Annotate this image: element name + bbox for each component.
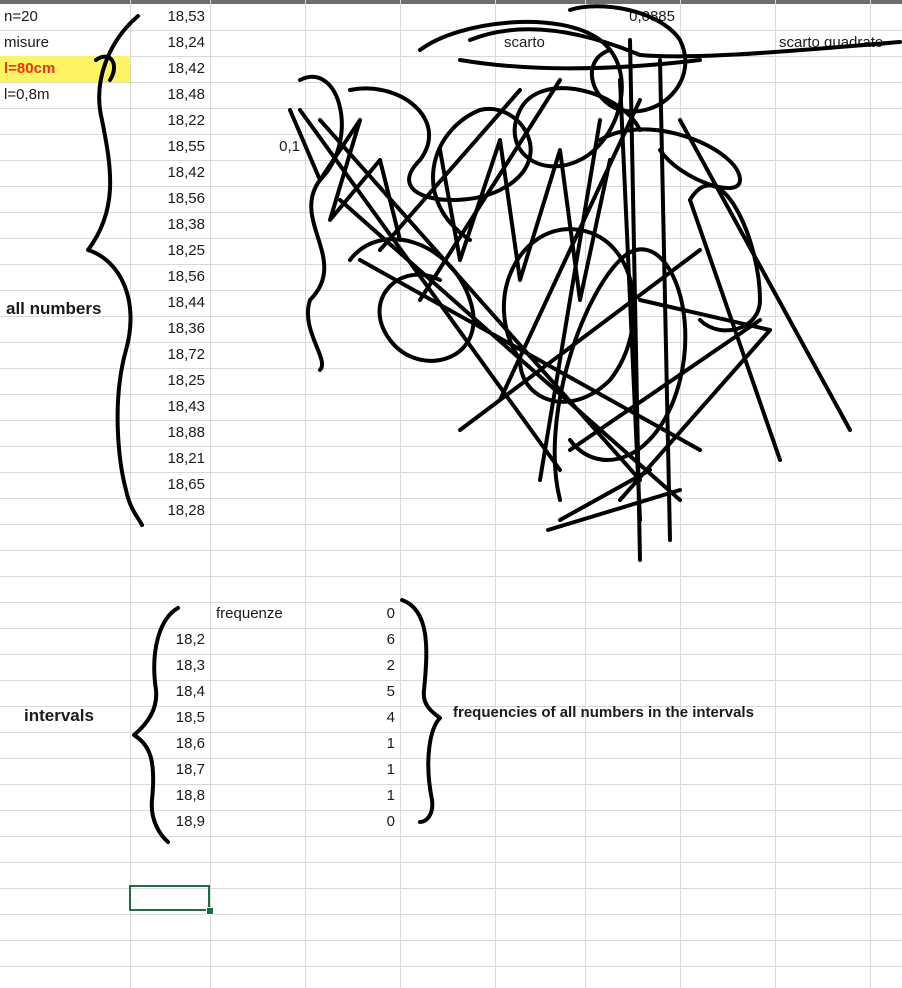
interval-cell[interactable]: 18,5 [175,709,205,726]
cell-n[interactable]: n=20 [4,8,38,25]
interval-cell[interactable]: 18,4 [175,683,205,700]
measurement-cell[interactable]: 18,42 [167,60,205,77]
scribble-stroke [690,185,760,330]
interval-cell[interactable]: 18,9 [175,813,205,830]
scribble-stroke [570,6,685,111]
frequency-cell[interactable]: 6 [386,631,395,648]
frequency-cell[interactable]: 1 [386,735,395,752]
cell-f1[interactable]: 0,0885 [629,8,675,25]
scribble-stroke [570,120,850,500]
frequency-cell[interactable]: 1 [386,787,395,804]
measurement-cell[interactable]: 18,28 [167,502,205,519]
interval-cell[interactable]: 18,7 [175,761,205,778]
measurement-cell[interactable]: 18,72 [167,346,205,363]
frequency-cell[interactable]: 1 [386,761,395,778]
measurement-cell[interactable]: 18,65 [167,476,205,493]
measurement-cell[interactable]: 18,42 [167,164,205,181]
fill-handle[interactable] [206,907,214,915]
measurement-cell[interactable]: 18,88 [167,424,205,441]
frequency-cell[interactable]: 5 [386,683,395,700]
measurement-cell[interactable]: 18,43 [167,398,205,415]
measurement-cell[interactable]: 18,56 [167,190,205,207]
scribble-stroke [460,29,900,68]
annotation-frequencies: frequencies of all numbers in the intervals [453,704,754,721]
cell-dt[interactable]: 0,1 [279,138,300,155]
frequency-cell[interactable]: 0 [386,605,395,622]
brace-frequencies [402,600,440,822]
measurement-cell[interactable]: 18,55 [167,138,205,155]
measurement-cell[interactable]: 18,22 [167,112,205,129]
frequency-cell[interactable]: 2 [386,657,395,674]
brace-all-numbers [88,16,142,525]
cell-length-cm[interactable]: l=80cm [0,56,130,82]
scribble-stroke [290,110,400,240]
freq-header[interactable]: frequenze [216,605,283,622]
scribble-stroke [300,110,700,500]
measurement-cell[interactable]: 18,56 [167,268,205,285]
header-scarto[interactable]: scarto [504,34,545,51]
active-cell-selection[interactable] [129,885,210,911]
scribble-stroke [548,470,680,530]
annotation-intervals: intervals [24,706,94,725]
measurement-cell[interactable]: 18,48 [167,86,205,103]
measurement-cell[interactable]: 18,21 [167,450,205,467]
interval-cell[interactable]: 18,2 [175,631,205,648]
cell-misure[interactable]: misure [4,34,50,51]
interval-cell[interactable]: 18,6 [175,735,205,752]
measurement-cell[interactable]: 18,44 [167,294,205,311]
header-scarto-quadrato[interactable]: scarto quadrato [779,34,884,51]
annotation-all-numbers: all numbers [6,299,102,318]
frequency-cell[interactable]: 0 [386,813,395,830]
measurement-cell[interactable]: 18,25 [167,372,205,389]
interval-cell[interactable]: 18,8 [175,787,205,804]
interval-cell[interactable]: 18,3 [175,657,205,674]
measurement-cell[interactable]: 18,24 [167,34,205,51]
brace-intervals [134,608,178,842]
measurement-cell[interactable]: 18,25 [167,242,205,259]
measurement-cell[interactable]: 18,53 [167,8,205,25]
cell-length-m[interactable]: l=0,8m [4,86,50,103]
measurement-cell[interactable]: 18,36 [167,320,205,337]
measurement-cell[interactable]: 18,38 [167,216,205,233]
frequency-cell[interactable]: 4 [386,709,395,726]
